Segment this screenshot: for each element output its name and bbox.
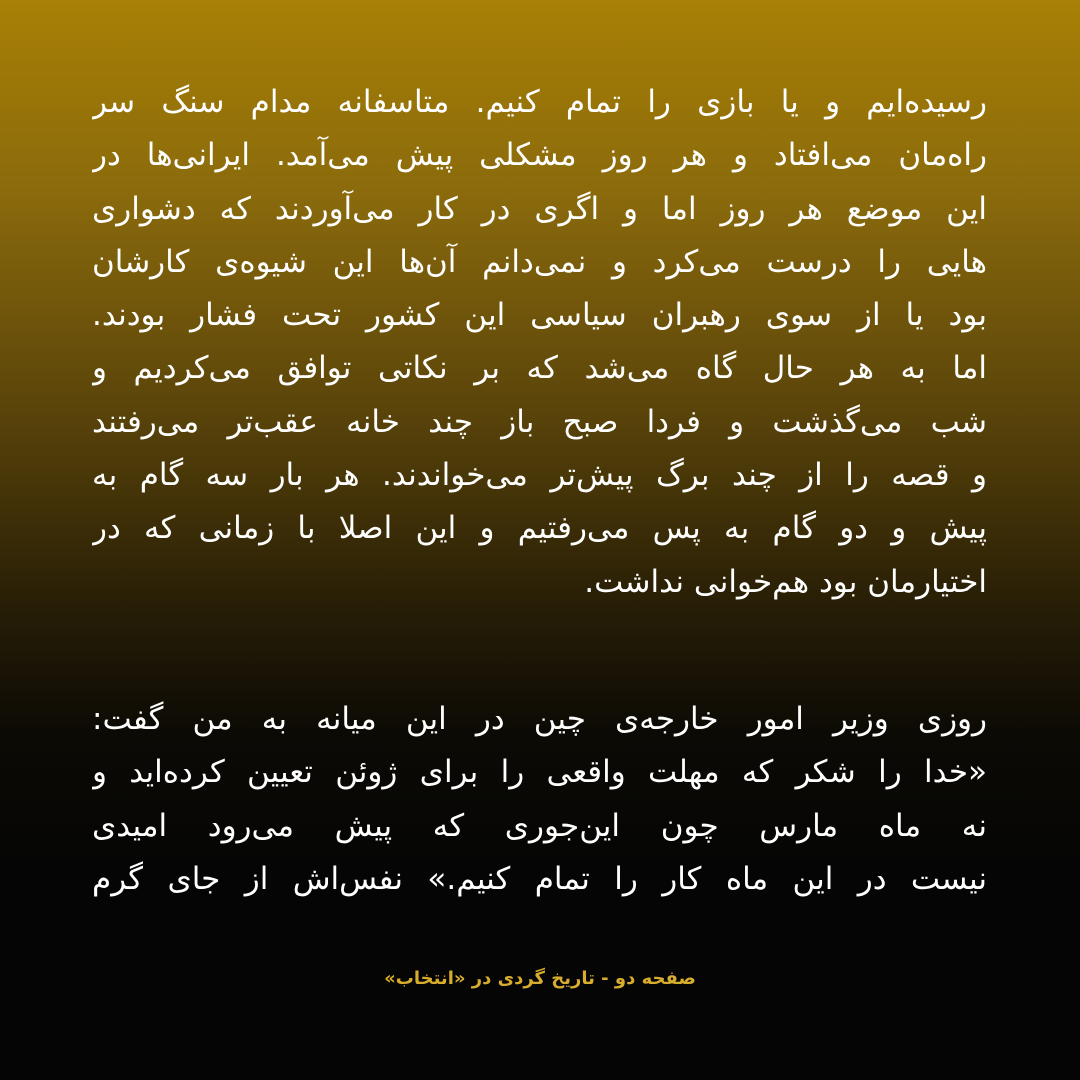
page-footer-caption: صفحه دو - تاریخ گردی در «انتخاب»	[384, 968, 696, 989]
text-line: نه ماه مارس چون این‌جوری که پیش می‌رود امیدی	[92, 807, 987, 844]
text-line: رسیده‌ایم و یا بازی را تمام کنیم. متاسفانه مدام سنگ سر	[92, 84, 987, 120]
text-line: بود یا از سوی رهبران سیاسی این کشور تحت فشار بودند.	[92, 297, 987, 334]
text-line: «خدا را شکر که مهلت واقعی را برای ژوئن تعیین کرده‌اید و	[92, 754, 987, 791]
text-line: روزی وزیر امور خارجه‌ی چین در این میانه به من گفت:	[92, 701, 987, 737]
paragraph-2	[92, 693, 987, 906]
text-line: این موضع هر روز اما و اگری در کار می‌آوردند که دشواری	[92, 190, 987, 227]
text-line: اما به هر حال گاه می‌شد که بر نکاتی توافق می‌کردیم و	[92, 350, 987, 387]
text-line: نیست در این ماه کار را تمام کنیم.» نفس‌اش از جای گرم	[92, 860, 987, 897]
text-line: اختیارمان بود هم‌خوانی نداشت.	[584, 563, 987, 600]
text-line: پیش و دو گام به پس می‌رفتیم و این اصلا با زمانی که در	[92, 510, 987, 547]
text-line: راه‌مان می‌افتاد و هر روز مشکلی پیش می‌آمد. ایرانی‌ها در	[92, 137, 987, 174]
text-line: و قصه را از چند برگ پیش‌تر می‌خواندند. هر بار سه گام به	[92, 457, 987, 494]
paragraph-1	[92, 76, 987, 609]
text-line: شب می‌گذشت و فردا صبح باز چند خانه عقب‌تر می‌رفتند	[92, 403, 987, 440]
text-line: هایی را درست می‌کرد و نمی‌دانم آن‌ها این شیوه‌ی کارشان	[92, 243, 987, 280]
